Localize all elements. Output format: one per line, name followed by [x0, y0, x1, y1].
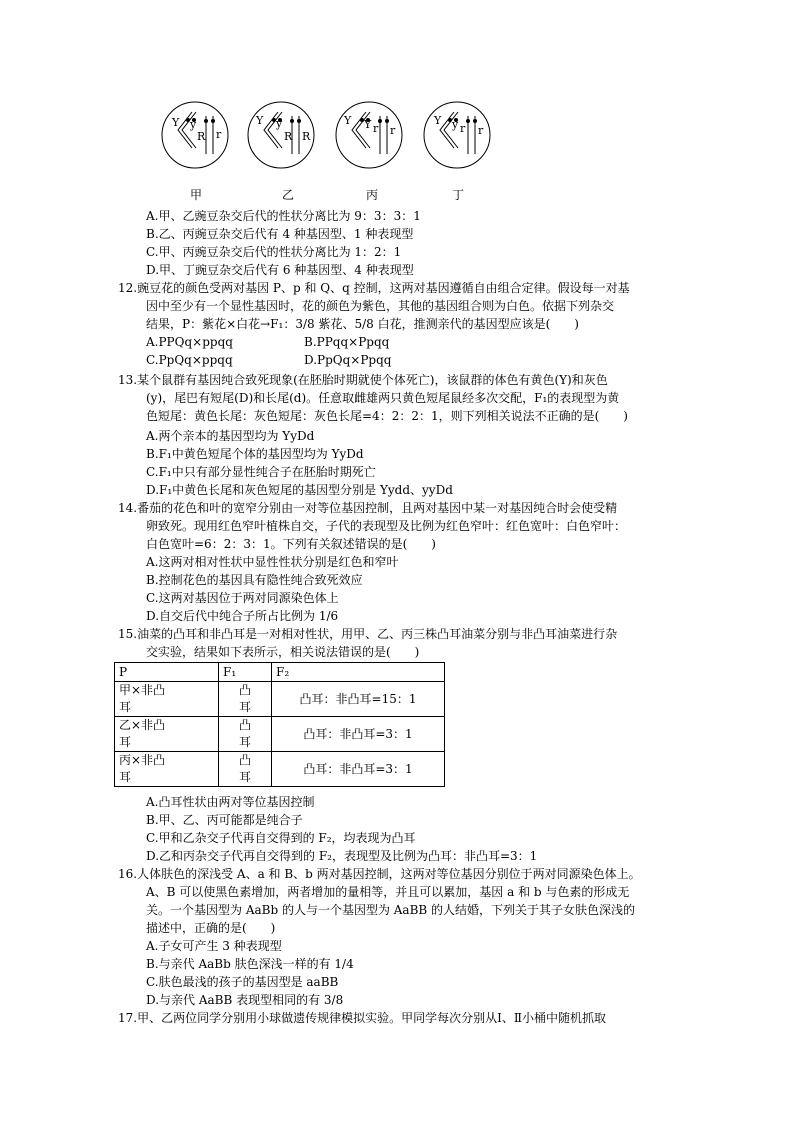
cell-label-bing: 丙	[366, 188, 379, 202]
q12-option-b: B.PPqq×Ppqq	[304, 335, 390, 349]
cell-ding-diagram	[422, 100, 492, 170]
q11-option-d: D.甲、丁豌豆杂交后代有 6 种基因型、4 种表现型	[146, 263, 414, 277]
q12-stem-line: 12.豌豆花的颜色受两对基因 P、p 和 Q、q 控制，这两对基因遵循自由组合定律。假设每一对基	[118, 281, 630, 295]
gene-label: R	[284, 130, 293, 143]
q17-stem-line: 17.甲、乙两位同学分别用小球做遗传规律模拟实验。甲同学每次分别从Ⅰ、Ⅱ小桶中随机抓取	[118, 1011, 606, 1025]
gene-label: r	[478, 124, 484, 137]
q12-stem-line: 结果，P：紫花×白花→F₁：3/8 紫花、5/8 白花，推测亲代的基因型应该是( )	[146, 317, 579, 331]
q11-option-b: B.乙、丙豌豆杂交后代有 4 种基因型、1 种表现型	[146, 227, 414, 241]
cell-text: 凸	[238, 683, 251, 697]
table-cell-p	[115, 682, 219, 717]
table-cell-p	[115, 752, 219, 787]
cell-text: 耳	[238, 700, 251, 714]
table-header-f1: F₁	[219, 663, 272, 682]
table-cell-f1	[219, 717, 272, 752]
table-header-p: P	[115, 663, 219, 682]
q16-stem-line: 关。一个基因型为 AaBb 的人与一个基因型为 AaBB 的人结婚，下列关于其子女肤色深浅的	[146, 903, 636, 917]
gene-label: r	[373, 122, 379, 135]
gene-label: Y	[434, 114, 442, 127]
q16-stem-line: 描述中，正确的是( )	[146, 921, 276, 935]
q12-stem-line: 因中至少有一个显性基因时，花的颜色为紫色，其他的基因组合则为白色。依据下列杂交	[146, 299, 615, 313]
q16-option-c: C.肤色最浅的孩子的基因型是 aaBB	[146, 975, 339, 989]
table-row	[115, 717, 445, 752]
q15-option-d: D.乙和丙杂交子代再自交得到的 F₂，表现型及比例为凸耳：非凸耳=3：1	[146, 849, 538, 863]
cell-text: 耳	[119, 770, 132, 784]
cell-label-jia: 甲	[190, 188, 203, 202]
q16-stem-line: A、B 可以使黑色素增加，两者增加的量相等，并且可以累加，基因 a 和 b 与色素的形成无	[146, 885, 630, 899]
table-header-row	[115, 663, 445, 682]
cell-text: 乙×非凸	[119, 718, 166, 732]
table-cell-p	[115, 717, 219, 752]
q16-stem-line: 16.人体肤色的深浅受 A、a 和 B、b 两对基因控制，这两对等位基因分别位于两对同源染色体上。	[118, 867, 641, 881]
q13-option-a: A.两个亲本的基因型均为 YyDd	[146, 429, 315, 443]
q15-stem-line: 15.油菜的凸耳和非凸耳是一对相对性状，用甲、乙、丙三株凸耳油菜分别与非凸耳油菜进行杂	[118, 627, 618, 641]
q11-option-a: A.甲、乙豌豆杂交后代的性状分离比为 9：3：3：1	[146, 209, 421, 223]
cell-text: 耳	[238, 770, 251, 784]
gene-label: R	[302, 130, 311, 143]
q15-option-b: B.甲、乙、丙可能都是纯合子	[146, 813, 303, 827]
cell-jia-diagram	[160, 100, 230, 170]
q15-results-table	[114, 662, 445, 787]
cell-text: 丙×非凸	[119, 753, 166, 767]
q15-stem-line: 交实验，结果如下表所示，相关说法错误的是( )	[146, 645, 420, 659]
q15-option-a: A.凸耳性状由两对等位基因控制	[146, 795, 315, 809]
q16-option-d: D.与亲代 AaBB 表现型相同的有 3/8	[146, 993, 344, 1007]
q14-option-d: D.自交后代中纯合子所占比例为 1/6	[146, 609, 339, 623]
q11-option-c: C.甲、丙豌豆杂交后代的性状分离比为 1：2：1	[146, 245, 402, 259]
table-row	[115, 682, 445, 717]
chromosome-figure	[150, 100, 510, 202]
q16-option-b: B.与亲代 AaBb 肤色深浅一样的有 1/4	[146, 957, 354, 971]
q14-stem-line: 14.番茄的花色和叶的宽窄分别由一对等位基因控制，且两对基因中某一对基因纯合时会使受精	[118, 501, 618, 515]
table-cell-f2: 凸耳：非凸耳=3：1	[272, 752, 445, 787]
gene-label: y	[276, 117, 283, 130]
q13-stem-line: 色短尾：黄色长尾：灰色短尾：灰色长尾=4：2：2：1，则下列相关说法不正确的是( )	[146, 409, 628, 423]
q13-stem-line: (y)，尾巴有短尾(D)和长尾(d)。任意取雌雄两只黄色短尾鼠经多次交配，F₁的表现型为黄	[146, 391, 620, 405]
q13-stem-line: 13.某个鼠群有基因纯合致死现象(在胚胎时期就使个体死亡)，该鼠群的体色有黄色(Y)和灰色	[118, 373, 608, 387]
cell-yi-diagram	[246, 100, 316, 170]
cell-text: 凸	[238, 753, 251, 767]
cell-text: 耳	[119, 700, 132, 714]
q13-option-d: D.F₁中黄色长尾和灰色短尾的基因型分别是 Yydd、yyDd	[146, 483, 453, 497]
q15-option-c: C.甲和乙杂交子代再自交得到的 F₂，均表现为凸耳	[146, 831, 416, 845]
cell-text: 甲×非凸	[119, 683, 166, 697]
gene-label: Y	[344, 114, 352, 127]
q12-option-c: C.PpQq×ppqq	[146, 353, 233, 367]
q16-option-a: A.子女可产生 3 种表现型	[146, 939, 282, 953]
table-cell-f1	[219, 752, 272, 787]
cell-text: 耳	[238, 735, 251, 749]
gene-label: y	[190, 118, 197, 131]
table-header-f2: F₂	[272, 663, 445, 682]
cell-label-ding: 丁	[452, 188, 465, 202]
cell-text: 耳	[119, 735, 132, 749]
gene-label: r	[216, 128, 222, 141]
q14-option-a: A.这两对相对性状中显性性状分别是红色和窄叶	[146, 555, 399, 569]
q14-stem-line: 卵致死。现用红色窄叶植株自交，子代的表现型及比例为红色窄叶：红色宽叶：白色窄叶：	[146, 519, 627, 533]
q14-stem-line: 白色宽叶=6：2：3：1。下列有关叙述错误的是( )	[146, 537, 436, 551]
table-cell-f2: 凸耳：非凸耳=15：1	[272, 682, 445, 717]
gene-label: Y	[172, 116, 180, 129]
q14-option-b: B.控制花色的基因具有隐性纯合致死效应	[146, 573, 363, 587]
gene-label: r	[460, 122, 466, 135]
table-cell-f1	[219, 682, 272, 717]
q12-option-d: D.PpQq×Ppqq	[304, 353, 392, 367]
q13-option-c: C.F₁中只有部分显性纯合子在胚胎时期死亡	[146, 465, 376, 479]
q14-option-c: C.这两对基因位于两对同源染色体上	[146, 591, 339, 605]
cell-text: 凸	[238, 718, 251, 732]
q13-option-b: B.F₁中黄色短尾个体的基因型均为 YyDd	[146, 447, 364, 461]
table-cell-f2: 凸耳：非凸耳=3：1	[272, 717, 445, 752]
table-row	[115, 752, 445, 787]
gene-label: y	[452, 118, 459, 131]
gene-label: r	[390, 124, 396, 137]
cell-label-yi: 乙	[282, 188, 295, 202]
cell-bing-diagram	[334, 100, 404, 170]
q12-option-a: A.PPQq×ppqq	[146, 335, 233, 349]
gene-label: R	[197, 130, 206, 143]
gene-label: Y	[364, 118, 372, 131]
gene-label: Y	[256, 114, 264, 127]
